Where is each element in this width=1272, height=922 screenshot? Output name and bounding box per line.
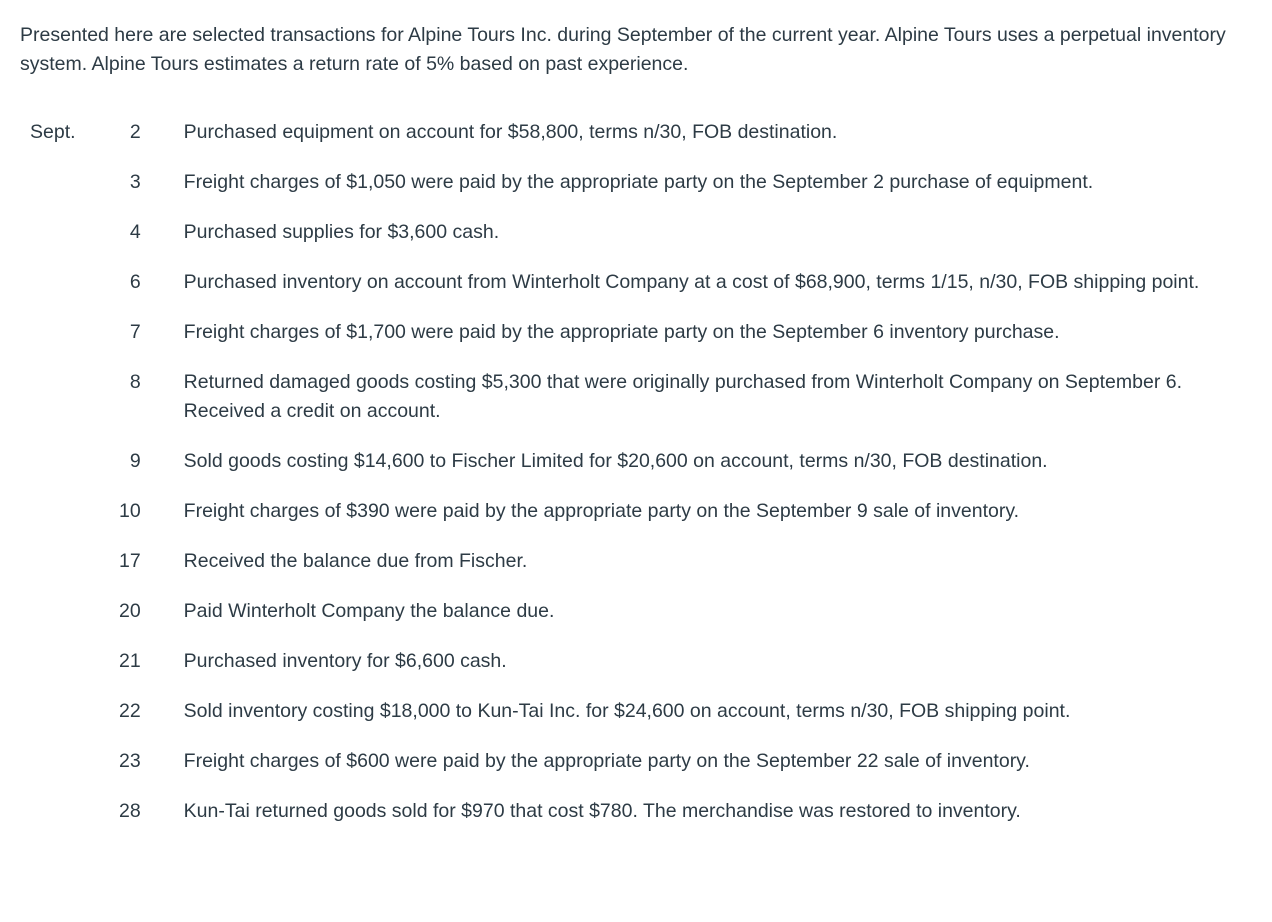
transaction-day: 9: [129, 450, 141, 472]
transaction-text: Freight charges of $600 were paid by the appropriate party on the September 22 sale of inventory.: [183, 750, 1030, 772]
transaction-row: [20, 697, 1250, 726]
transaction-row: [20, 747, 1250, 776]
transaction-text: Received the balance due from Fischer.: [183, 550, 528, 572]
transaction-day: 28: [118, 800, 141, 822]
transaction-day: 2: [129, 121, 141, 143]
problem-intro: Presented here are selected transactions for Alpine Tours Inc. during September of the current year. Alpine Tours uses a perpetual inventory system. Alpine Tours estimates a return rate of 5% based on past experience.: [20, 24, 1226, 75]
transaction-day: 3: [129, 171, 141, 193]
transaction-row: [20, 318, 1250, 347]
transaction-row: [20, 647, 1250, 676]
transaction-day: 21: [118, 650, 141, 672]
transaction-day: 8: [129, 371, 141, 393]
transaction-row: [20, 797, 1250, 826]
transaction-day: 6: [129, 271, 141, 293]
transaction-day: 23: [118, 750, 141, 772]
transaction-text: Purchased inventory on account from Winterholt Company at a cost of $68,900, terms 1/15, n/30, FOB shipping point.: [183, 271, 1200, 293]
transaction-text: Purchased supplies for $3,600 cash.: [183, 221, 500, 243]
transaction-text: Freight charges of $1,050 were paid by the appropriate party on the September 2 purchase of equipment.: [183, 171, 1094, 193]
transaction-text: Sold inventory costing $18,000 to Kun-Tai Inc. for $24,600 on account, terms n/30, FOB shipping point.: [183, 700, 1071, 722]
transaction-text: Freight charges of $1,700 were paid by the appropriate party on the September 6 inventory purchase.: [183, 321, 1060, 343]
transaction-row: [20, 118, 1250, 147]
transaction-text: Purchased inventory for $6,600 cash.: [183, 650, 507, 672]
transaction-text: Kun-Tai returned goods sold for $970 that cost $780. The merchandise was restored to inventory.: [183, 800, 1021, 822]
transaction-row: [20, 597, 1250, 626]
month-label: Sept.: [30, 121, 76, 143]
transaction-row: [20, 447, 1250, 476]
transaction-text: Purchased equipment on account for $58,800, terms n/30, FOB destination.: [183, 121, 838, 143]
transaction-row: [20, 218, 1250, 247]
transaction-text: Paid Winterholt Company the balance due.: [183, 600, 555, 622]
transaction-text: Freight charges of $390 were paid by the appropriate party on the September 9 sale of inventory.: [183, 500, 1020, 522]
transaction-row: [20, 497, 1250, 526]
transaction-row: [20, 368, 1250, 426]
transaction-text: Sold goods costing $14,600 to Fischer Limited for $20,600 on account, terms n/30, FOB destination.: [183, 450, 1048, 472]
transactions-table: [20, 118, 1250, 826]
transaction-day: 17: [118, 550, 141, 572]
transaction-row: [20, 268, 1250, 297]
transaction-text: Returned damaged goods costing $5,300 that were originally purchased from Winterholt Company on September 6. Received a credit on account.: [183, 371, 1182, 422]
transaction-day: 10: [118, 500, 141, 522]
transaction-day: 22: [118, 700, 141, 722]
transaction-day: 4: [129, 221, 141, 243]
transaction-row: [20, 168, 1250, 197]
transaction-row: [20, 547, 1250, 576]
transaction-day: 20: [118, 600, 141, 622]
transaction-day: 7: [129, 321, 141, 343]
